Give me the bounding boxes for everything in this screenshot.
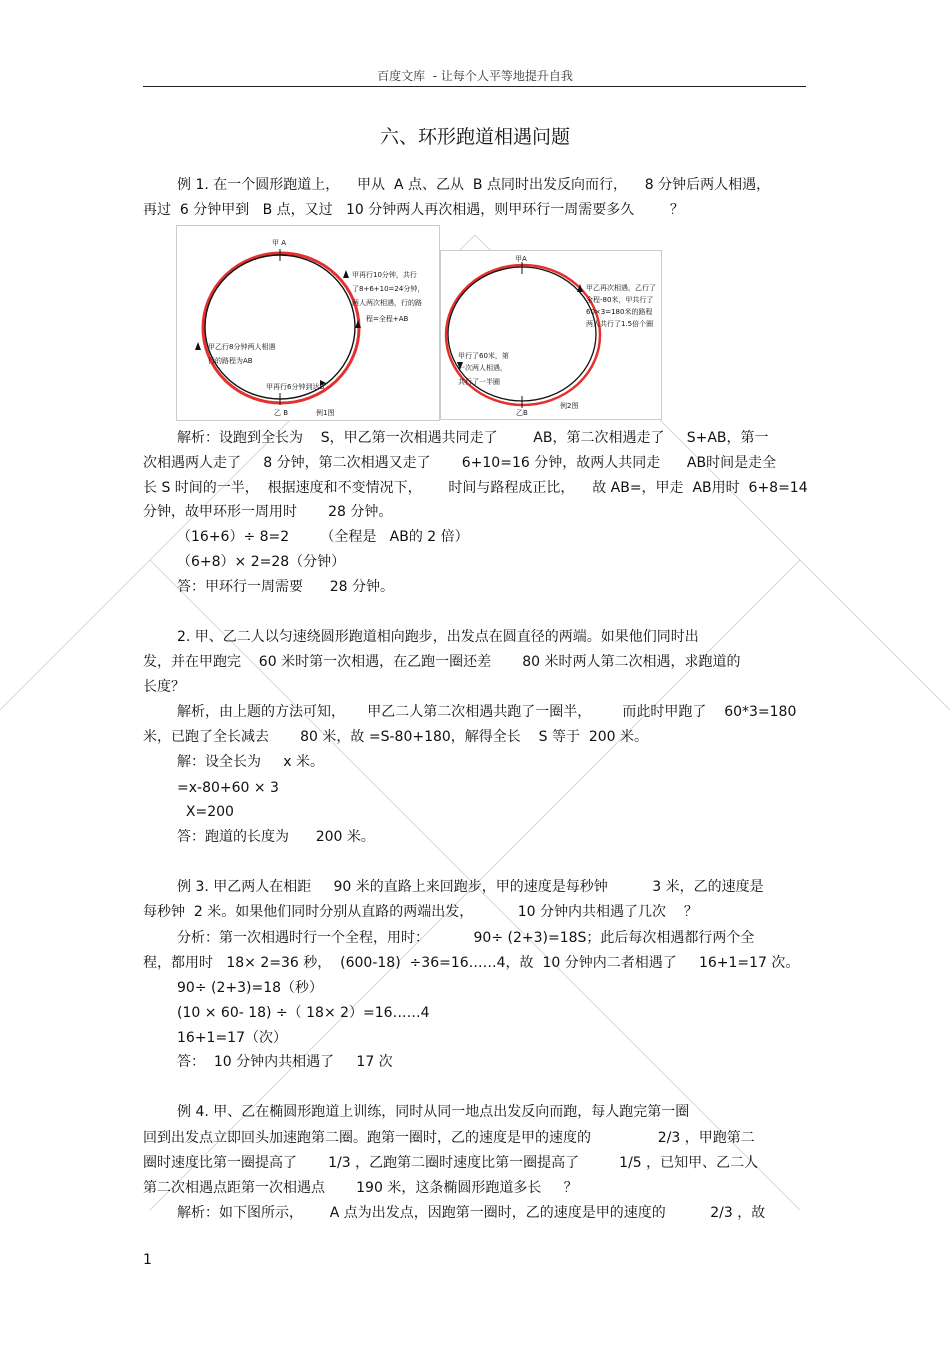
fig2-note-left: 甲行了60米，第: [458, 352, 509, 360]
figure-1-diagram: [176, 225, 440, 421]
fig2-bottom-label: 乙B: [516, 409, 528, 417]
fig2-note-right: 两人共行了1.5倍个圈: [586, 320, 654, 328]
text-line: 例 3. 甲乙两人在相距 90 米的直路上来回跑步，甲的速度是每秒钟 3 米，乙的速度是: [177, 879, 764, 895]
page-header: 百度文库 - 让每个人平等地提升自我: [377, 69, 573, 83]
text-line: 回到出发点立即回头加速跑第二圈。跑第一圈时，乙的速度是甲的速度的 2/3 ，甲跑第二: [143, 1130, 755, 1146]
figure-2-diagram: [440, 250, 662, 420]
text-line: 16+1=17（次）: [177, 1030, 287, 1046]
fig1-bottom-label: 乙 B: [274, 409, 289, 417]
fig2-top-label: 甲A: [515, 255, 527, 263]
fig1-note-right: 程=全程+AB: [366, 315, 409, 323]
text-line: =x-80+60 × 3: [177, 780, 279, 796]
fig1-note-right: 两人两次相遇，行的路: [352, 299, 422, 307]
text-line: 解：设全长为 x 米。: [177, 754, 324, 770]
fig2-note-right: 60×3=180米的路程: [586, 308, 653, 316]
text-line: （16+6）÷ 8=2 （全程是 AB的 2 倍）: [177, 529, 469, 545]
fig1-note-right: 了8+6+10=24分钟，: [352, 285, 425, 293]
text-line: 次相遇两人走了 8 分钟，第二次相遇又走了 6+10=16 分钟，故两人共同走 AB时间是走全: [143, 455, 777, 471]
text-line: 第二次相遇点距第一次相遇点 190 米，这条椭圆形跑道多长 ？: [143, 1180, 578, 1196]
text-line: 长 S 时间的一半， 根据速度和不变情况下， 时间与路程成正比， 故 AB=，甲走 AB用时 6+8=14: [143, 480, 808, 496]
text-line: （6+8）× 2=28（分钟）: [177, 554, 346, 570]
text-line: 解析：如下图所示， A 点为出发点，因跑第一圈时，乙的速度是甲的速度的 2/3 ，故: [177, 1205, 766, 1221]
fig1-note-right: 甲再行10分钟，共行: [352, 271, 417, 279]
text-line: 分析：第一次相遇时行一个全程，用时： 90÷ (2+3)=18S；此后每次相遇都行两个全: [177, 930, 755, 946]
text-line: 答：甲环行一周需要 28 分钟。: [177, 579, 394, 595]
fig2-note-right: 全程-80米，甲共行了: [586, 296, 654, 304]
text-line: 90÷ (2+3)=18（秒）: [177, 980, 324, 996]
text-line: 答：跑道的长度为 200 米。: [177, 829, 375, 845]
fig1-top-label: 甲 A: [272, 239, 287, 247]
text-line: 再过 6 分钟甲到 B 点，又过 10 分钟两人再次相遇，则甲环行一周需要多久 ？: [143, 202, 684, 218]
fig1-caption: 例1图: [316, 409, 335, 417]
text-line: 例 1. 在一个圆形跑道上， 甲从 A 点、乙从 B 点同时出发反向而行， 8 分钟后两人相遇，: [177, 177, 771, 193]
header-rule: [143, 86, 806, 87]
text-line: 圈时速度比第一圈提高了 1/3 ，乙跑第二圈时速度比第一圈提高了 1/5 ，已知甲、乙二人: [143, 1155, 759, 1171]
text-line: 解析：设跑到全长为 S，甲乙第一次相遇共同走了 AB，第二次相遇走了 S+AB，第一: [177, 430, 769, 446]
text-line: 例 4. 甲、乙在椭圆形跑道上训练，同时从同一地点出发反向而跑，每人跑完第一圈: [177, 1104, 690, 1120]
page-number: 1: [143, 1252, 152, 1268]
text-line: 米，已跑了全长减去 80 米，故 =S-80+180，解得全长 S 等于 200 米。: [143, 729, 649, 745]
text-line: 解析，由上题的方法可知， 甲乙二人第二次相遇共跑了一圈半， 而此时甲跑了 60*3=180: [177, 704, 797, 720]
text-line: (10 × 60- 18) ÷（ 18× 2）=16……4: [177, 1005, 430, 1021]
fig1-note-left: 行的路程为AB: [208, 357, 253, 365]
text-line: 长度？: [143, 679, 185, 695]
text-line: 分钟，故甲环形一周用时 28 分钟。: [143, 504, 393, 520]
page-title: 六、环形跑道相遇问题: [379, 126, 570, 148]
text-line: 2. 甲、乙二人以匀速绕圆形跑道相向跑步，出发点在圆直径的两端。如果他们同时出: [177, 629, 699, 645]
text-line: 发，并在甲跑完 60 米时第一次相遇，在乙跑一圈还差 80 米时两人第二次相遇，求跑道的: [143, 654, 741, 670]
text-line: 程，都用时 18× 2=36 秒， (600-18) ÷36=16……4，故 10 分钟内二者相遇了 16+1=17 次。: [143, 955, 800, 971]
fig2-note-left: 共行了一半圈: [458, 378, 500, 386]
fig1-note-left: 甲乙行8分钟两人相遇: [208, 343, 276, 351]
fig2-note-right: 甲乙再次相遇，乙行了: [586, 284, 656, 292]
text-line: 每秒钟 2 米。如果他们同时分别从直路的两端出发， 10 分钟内共相遇了几次 ？: [143, 904, 698, 920]
fig2-caption: 例2图: [560, 402, 579, 410]
text-line: 答： 10 分钟内共相遇了 17 次: [177, 1054, 393, 1070]
text-line: X=200: [177, 804, 234, 820]
fig2-note-left: 一次两人相遇，: [458, 364, 507, 372]
fig1-note-bottom: 甲再行6分钟到达B: [266, 383, 325, 391]
